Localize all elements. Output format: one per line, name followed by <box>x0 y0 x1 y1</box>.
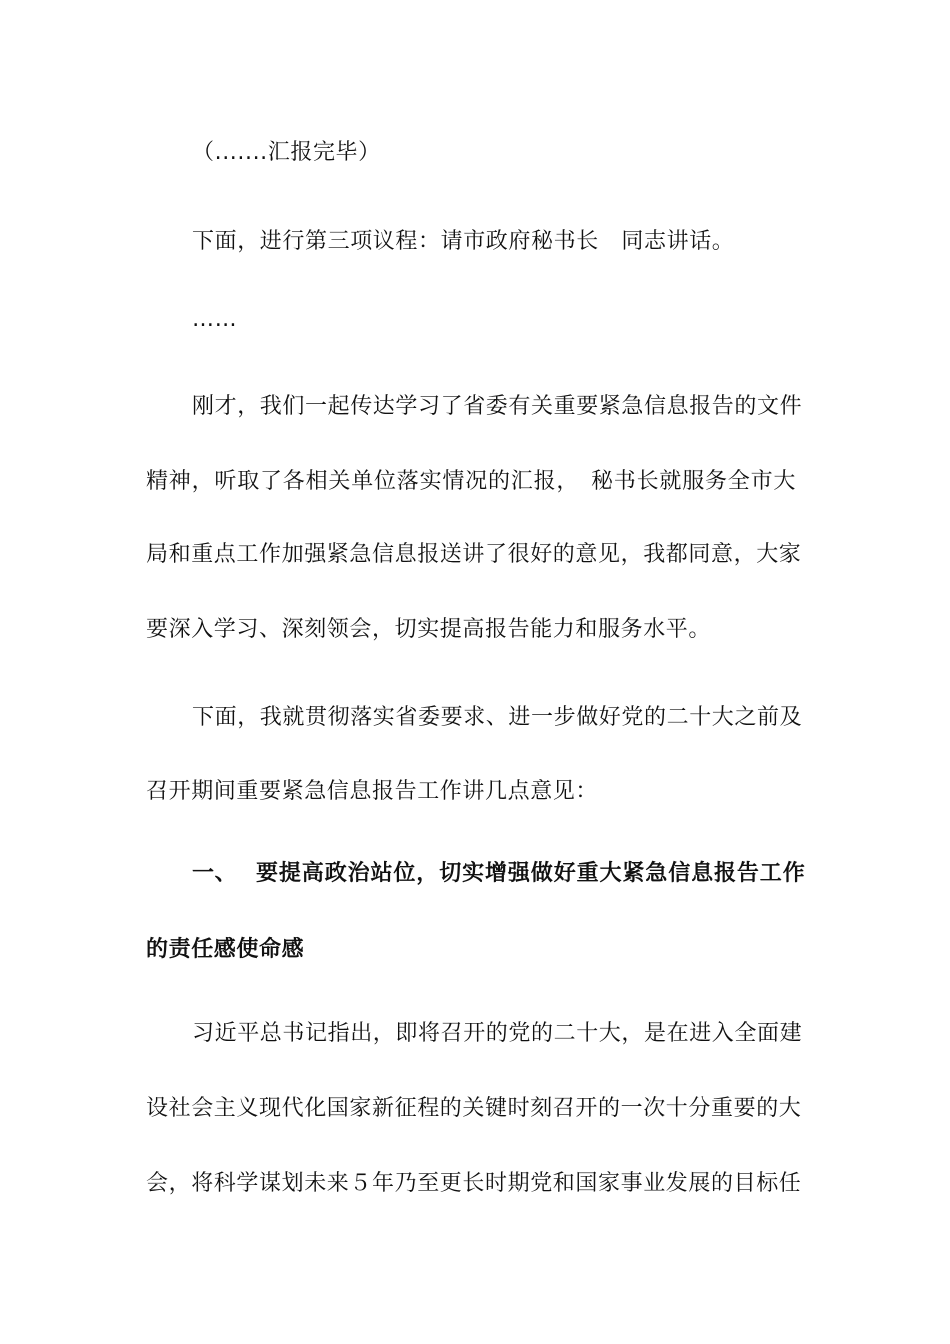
section-heading-number: 一、 <box>192 861 238 886</box>
paragraph-line: 精神，听取了各相关单位落实情况的汇报， 秘书长就服务全市大 <box>146 469 796 494</box>
paragraph-line: 下面，我就贯彻落实省委要求、进一步做好党的二十大之前及 <box>192 705 803 730</box>
section-heading-text: 要提高政治站位，切实增强做好重大紧急信息报告工作 <box>256 861 806 886</box>
ellipsis-line: …… <box>192 307 238 332</box>
report-finished-note: （.......汇报完毕） <box>192 140 381 165</box>
agenda-item-three: 下面，进行第三项议程：请市政府秘书长 同志讲话。 <box>192 229 735 254</box>
paragraph-line: 召开期间重要紧急信息报告工作讲几点意见： <box>146 779 599 804</box>
paragraph-line: 刚才，我们一起传达学习了省委有关重要紧急信息报告的文件 <box>192 394 803 419</box>
paragraph-line: 要深入学习、深刻领会，切实提高报告能力和服务水平。 <box>146 617 712 642</box>
section-heading <box>192 859 806 889</box>
paragraph-line: 局和重点工作加强紧急信息报送讲了很好的意见，我都同意，大家 <box>146 542 802 567</box>
section-heading-continuation: 的责任感使命感 <box>146 937 305 962</box>
paragraph-line: 会，将科学谋划未来５年乃至更长时期党和国家事业发展的目标任 <box>146 1171 802 1196</box>
paragraph-line: 习近平总书记指出，即将召开的党的二十大，是在进入全面建 <box>192 1021 803 1046</box>
paragraph-line: 设社会主义现代化国家新征程的关键时刻召开的一次十分重要的大 <box>146 1096 802 1121</box>
